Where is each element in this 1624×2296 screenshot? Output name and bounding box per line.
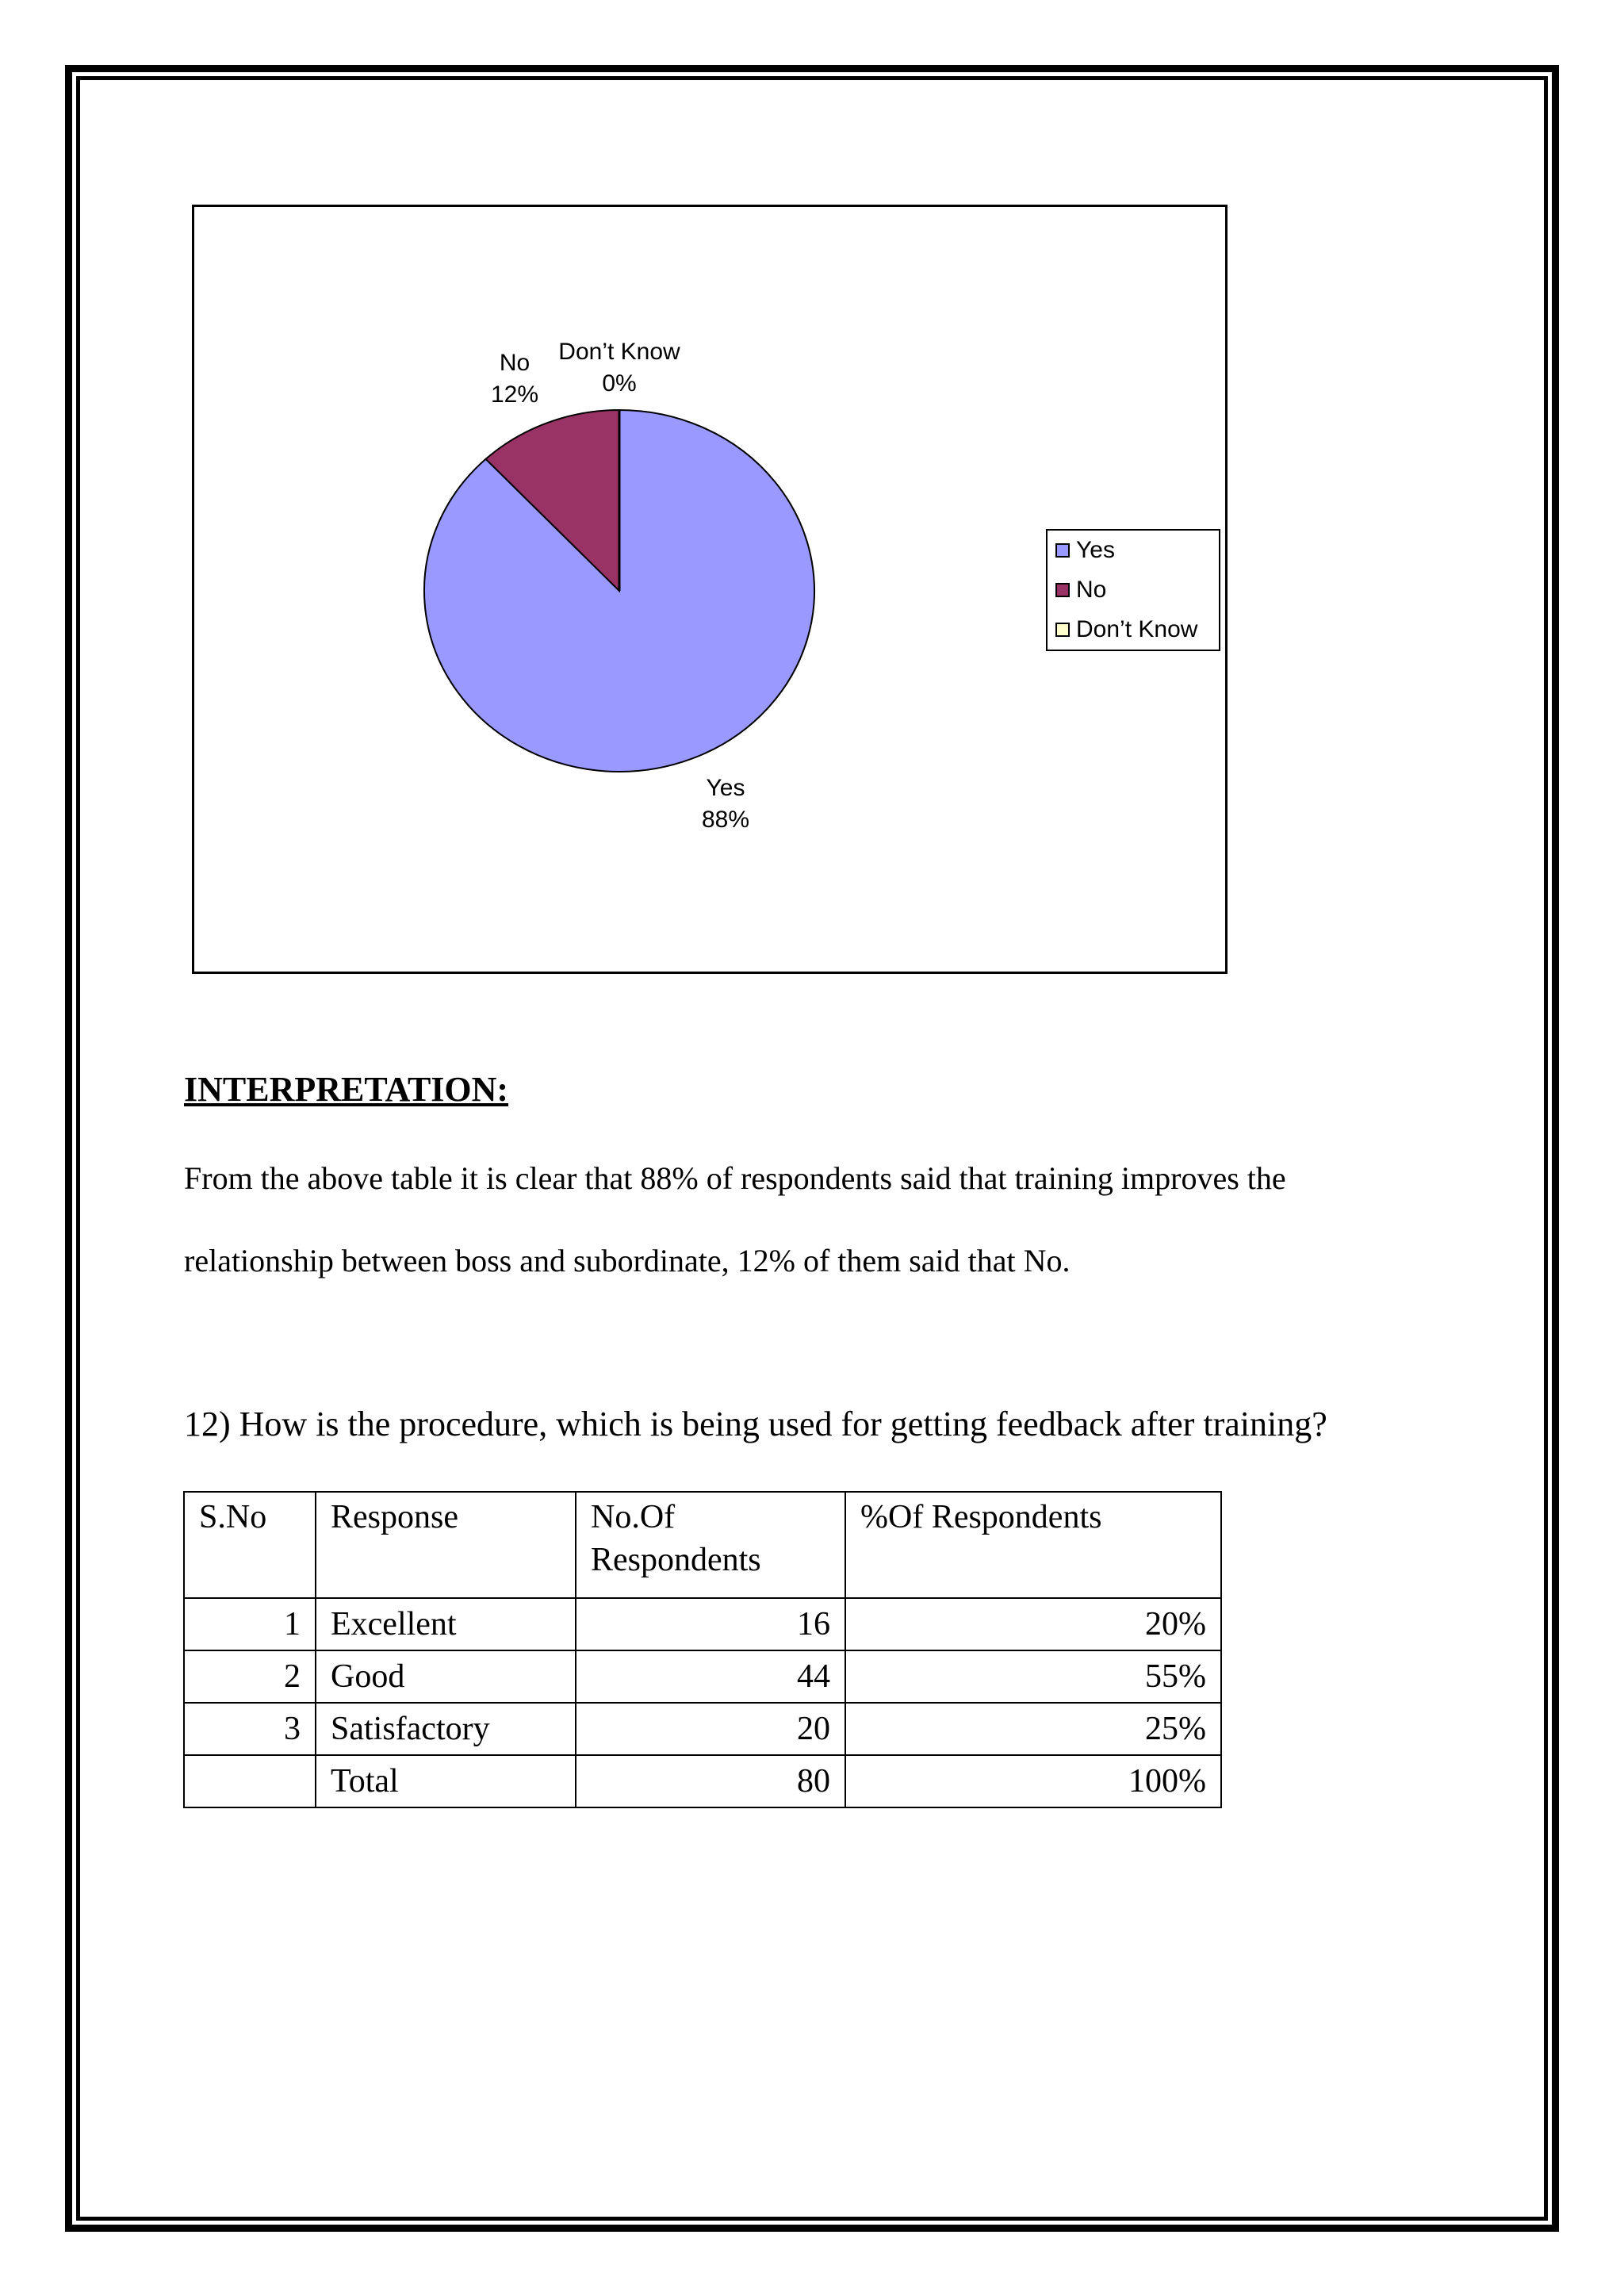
pie-label-dk-pct: 0% [602,370,637,397]
cell-response: Total [316,1755,576,1807]
legend-item-yes [1055,537,1115,564]
feedback-table [183,1491,1222,1808]
pie-label-yes-name: Yes [706,775,745,801]
cell-pct: 20% [845,1598,1221,1650]
cell-count: 44 [576,1650,845,1703]
legend-label-dont-know: Don’t Know [1076,616,1198,642]
cell-pct: 55% [845,1650,1221,1703]
table-row [184,1598,1221,1650]
cell-count: 16 [576,1598,845,1650]
pie-label-no-name: No [499,350,530,376]
question-12: 12) How is the procedure, which is being used for getting feedback after training? [184,1405,1327,1443]
header-sno: S.No [184,1492,316,1598]
header-response: Response [316,1492,576,1598]
cell-pct: 100% [845,1755,1221,1807]
cell-count: 80 [576,1755,845,1807]
cell-pct: 25% [845,1703,1221,1755]
table-row [184,1703,1221,1755]
legend-item-dont-know [1055,616,1197,643]
interpretation-heading: INTERPRETATION: [184,1070,509,1109]
interpretation-line-1: From the above table it is clear that 88% of respondents said that training improves the [184,1160,1286,1196]
header-count-line-2: Respondents [591,1542,761,1578]
legend-swatch-no [1055,583,1070,597]
legend-label-no: No [1076,577,1107,603]
cell-sno [184,1755,316,1807]
cell-response: Excellent [316,1598,576,1650]
interpretation-line-2: relationship between boss and subordinate, 12% of them said that No. [184,1243,1071,1278]
table-row [184,1650,1221,1703]
header-pct: %Of Respondents [845,1492,1221,1598]
cell-response: Good [316,1650,576,1703]
pie-chart [192,205,1228,974]
legend-label-yes: Yes [1076,537,1115,563]
chart-legend [1046,529,1220,651]
legend-item-no [1055,577,1106,604]
cell-count: 20 [576,1703,845,1755]
table-header-row [184,1492,1221,1598]
pie-label-yes-pct: 88% [701,807,750,833]
cell-sno: 2 [184,1650,316,1703]
legend-swatch-dont-know [1055,623,1070,637]
cell-sno: 1 [184,1598,316,1650]
table-row-total [184,1755,1221,1807]
header-count-line-1: No.Of [591,1499,676,1535]
legend-swatch-yes [1055,543,1070,558]
header-count [576,1492,845,1598]
pie-label-dk-name: Don’t Know [558,339,680,365]
cell-response: Satisfactory [316,1703,576,1755]
pie-label-no-pct: 12% [490,381,539,408]
cell-sno: 3 [184,1703,316,1755]
